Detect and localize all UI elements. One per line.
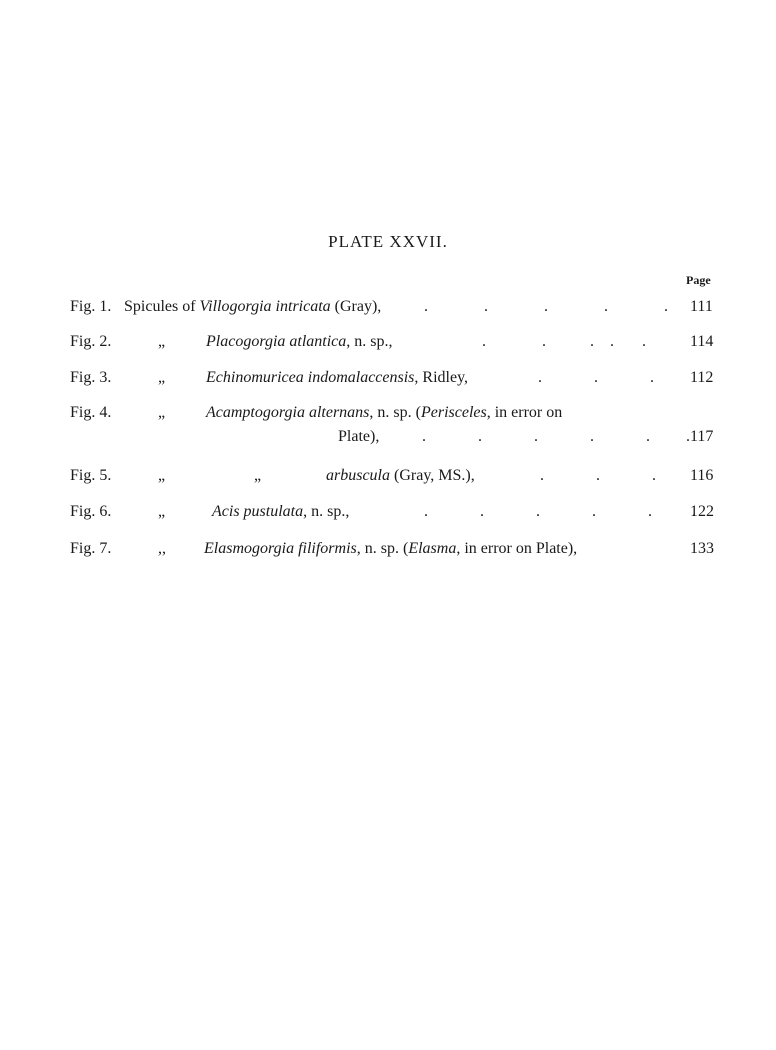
list-item [0, 404, 776, 426]
ditto-mark: „ [158, 467, 166, 484]
leader-dots: . . . . . [424, 298, 668, 315]
list-item-continuation [0, 428, 776, 450]
page-number: 116 [690, 467, 714, 484]
figure-number: Fig. 4. [70, 404, 112, 421]
figure-number: Fig. 5. [70, 467, 112, 484]
list-item [0, 298, 776, 320]
leader-dots: . . . [538, 369, 654, 386]
page-number: 122 [690, 503, 714, 520]
plate-title: PLATE XXVII. [328, 232, 448, 251]
figure-description-continued: Plate), [338, 428, 380, 445]
list-item [0, 333, 776, 355]
page-number: 112 [690, 369, 714, 386]
figure-number: Fig. 2. [70, 333, 112, 350]
ditto-mark: „ [158, 369, 166, 386]
figure-number: Fig. 6. [70, 503, 112, 520]
ditto-mark: „ [158, 404, 166, 421]
figure-description: Acamptogorgia alternans, n. sp. (Perisceles, in error on [206, 404, 563, 421]
list-item [0, 540, 776, 562]
ditto-mark: ,, [158, 540, 166, 557]
figure-description: Elasmogorgia filiformis, n. sp. (Elasma, in error on Plate), [204, 540, 578, 557]
figure-description: Spicules of Villogorgia intricata (Gray), [124, 298, 382, 315]
list-item [0, 503, 776, 525]
leader-dots: . . . . . . [422, 428, 690, 445]
ditto-mark: „ [158, 503, 166, 520]
leader-dots: . . . [540, 467, 656, 484]
page-number: 117 [690, 428, 714, 445]
ditto-mark: „ [158, 333, 166, 350]
figure-description: Echinomuricea indomalaccensis, Ridley, [206, 369, 469, 386]
ditto-mark-genus: „ [254, 467, 262, 484]
list-item [0, 369, 776, 391]
figure-number: Fig. 1. [70, 298, 112, 315]
figure-description: Acis pustulata, n. sp., [212, 503, 350, 520]
page-number: 133 [690, 540, 714, 557]
figure-description: arbuscula (Gray, MS.), [326, 467, 475, 484]
leader-dots: . . . . . [482, 333, 646, 350]
figure-number: Fig. 3. [70, 369, 112, 386]
figure-description: Placogorgia atlantica, n. sp., [206, 333, 393, 350]
page-number: 114 [690, 333, 714, 350]
figure-number: Fig. 7. [70, 540, 112, 557]
list-item [0, 467, 776, 489]
page-column-header: Page [686, 273, 711, 287]
page-number: 111 [690, 298, 713, 315]
leader-dots: . . . . . . [424, 503, 696, 520]
